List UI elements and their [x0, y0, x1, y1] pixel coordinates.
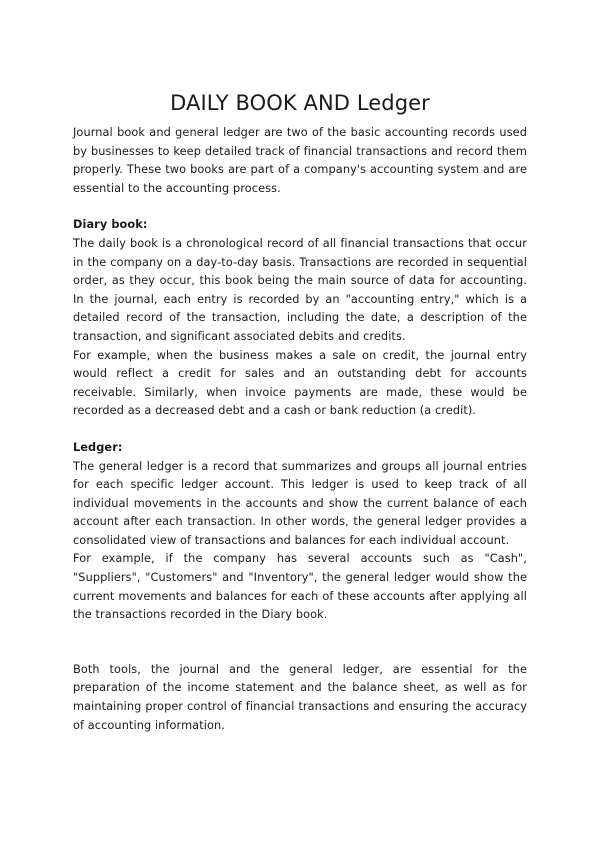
diary-heading: Diary book: [73, 218, 148, 232]
spacer [73, 421, 527, 439]
spacer [73, 198, 527, 216]
spacer [73, 625, 527, 661]
conclusion-paragraph: Both tools, the journal and the general ledger, are essential for the preparation of the income statement and the balance sheet, as well as for maintaining proper control of financial transactions and ensuring the accuracy of accounting information. [73, 662, 527, 732]
document-title: DAILY BOOK AND Ledger [170, 91, 430, 115]
ledger-paragraph-1: The general ledger is a record that summarizes and groups all journal entries for each specific ledger account. This ledger is used to keep track of all individual movements in the accounts and show the current balance of each account after each transaction. In other words, the general ledger provides a consolidated view of transactions and balances for each individual account. [73, 459, 527, 547]
document-page [73, 90, 527, 735]
intro-paragraph: Journal book and general ledger are two of the basic accounting records used by businesses to keep detailed track of financial transactions and record them properly. These two books are part of a company's accounting system and are essential to the accounting process. [73, 126, 527, 195]
diary-paragraph-2: For example, when the business makes a sale on credit, the journal entry would reflect a credit for sales and an outstanding debt for accounts receivable. Similarly, when invoice payments are made, these would be recorded as a decreased debt and a cash or bank reduction (a credit). [73, 348, 527, 418]
ledger-heading: Ledger: [73, 440, 123, 454]
ledger-paragraph-2: For example, if the company has several accounts such as "Cash", "Suppliers", "Customers" and "Inventory", the general ledger would show the current movements and balances for each of these accounts after applying all the transactions recorded in the Diary book. [73, 552, 527, 622]
diary-paragraph-1: The daily book is a chronological record of all financial transactions that occur in the company on a day-to-day basis. Transactions are recorded in sequential order, as they occur, this book being the main source of data for accounting. In the journal, each entry is recorded by an "accounting entry," which is a detailed record of the transaction, including the date, a description of the transaction, and significant associated debits and credits. [73, 236, 527, 343]
